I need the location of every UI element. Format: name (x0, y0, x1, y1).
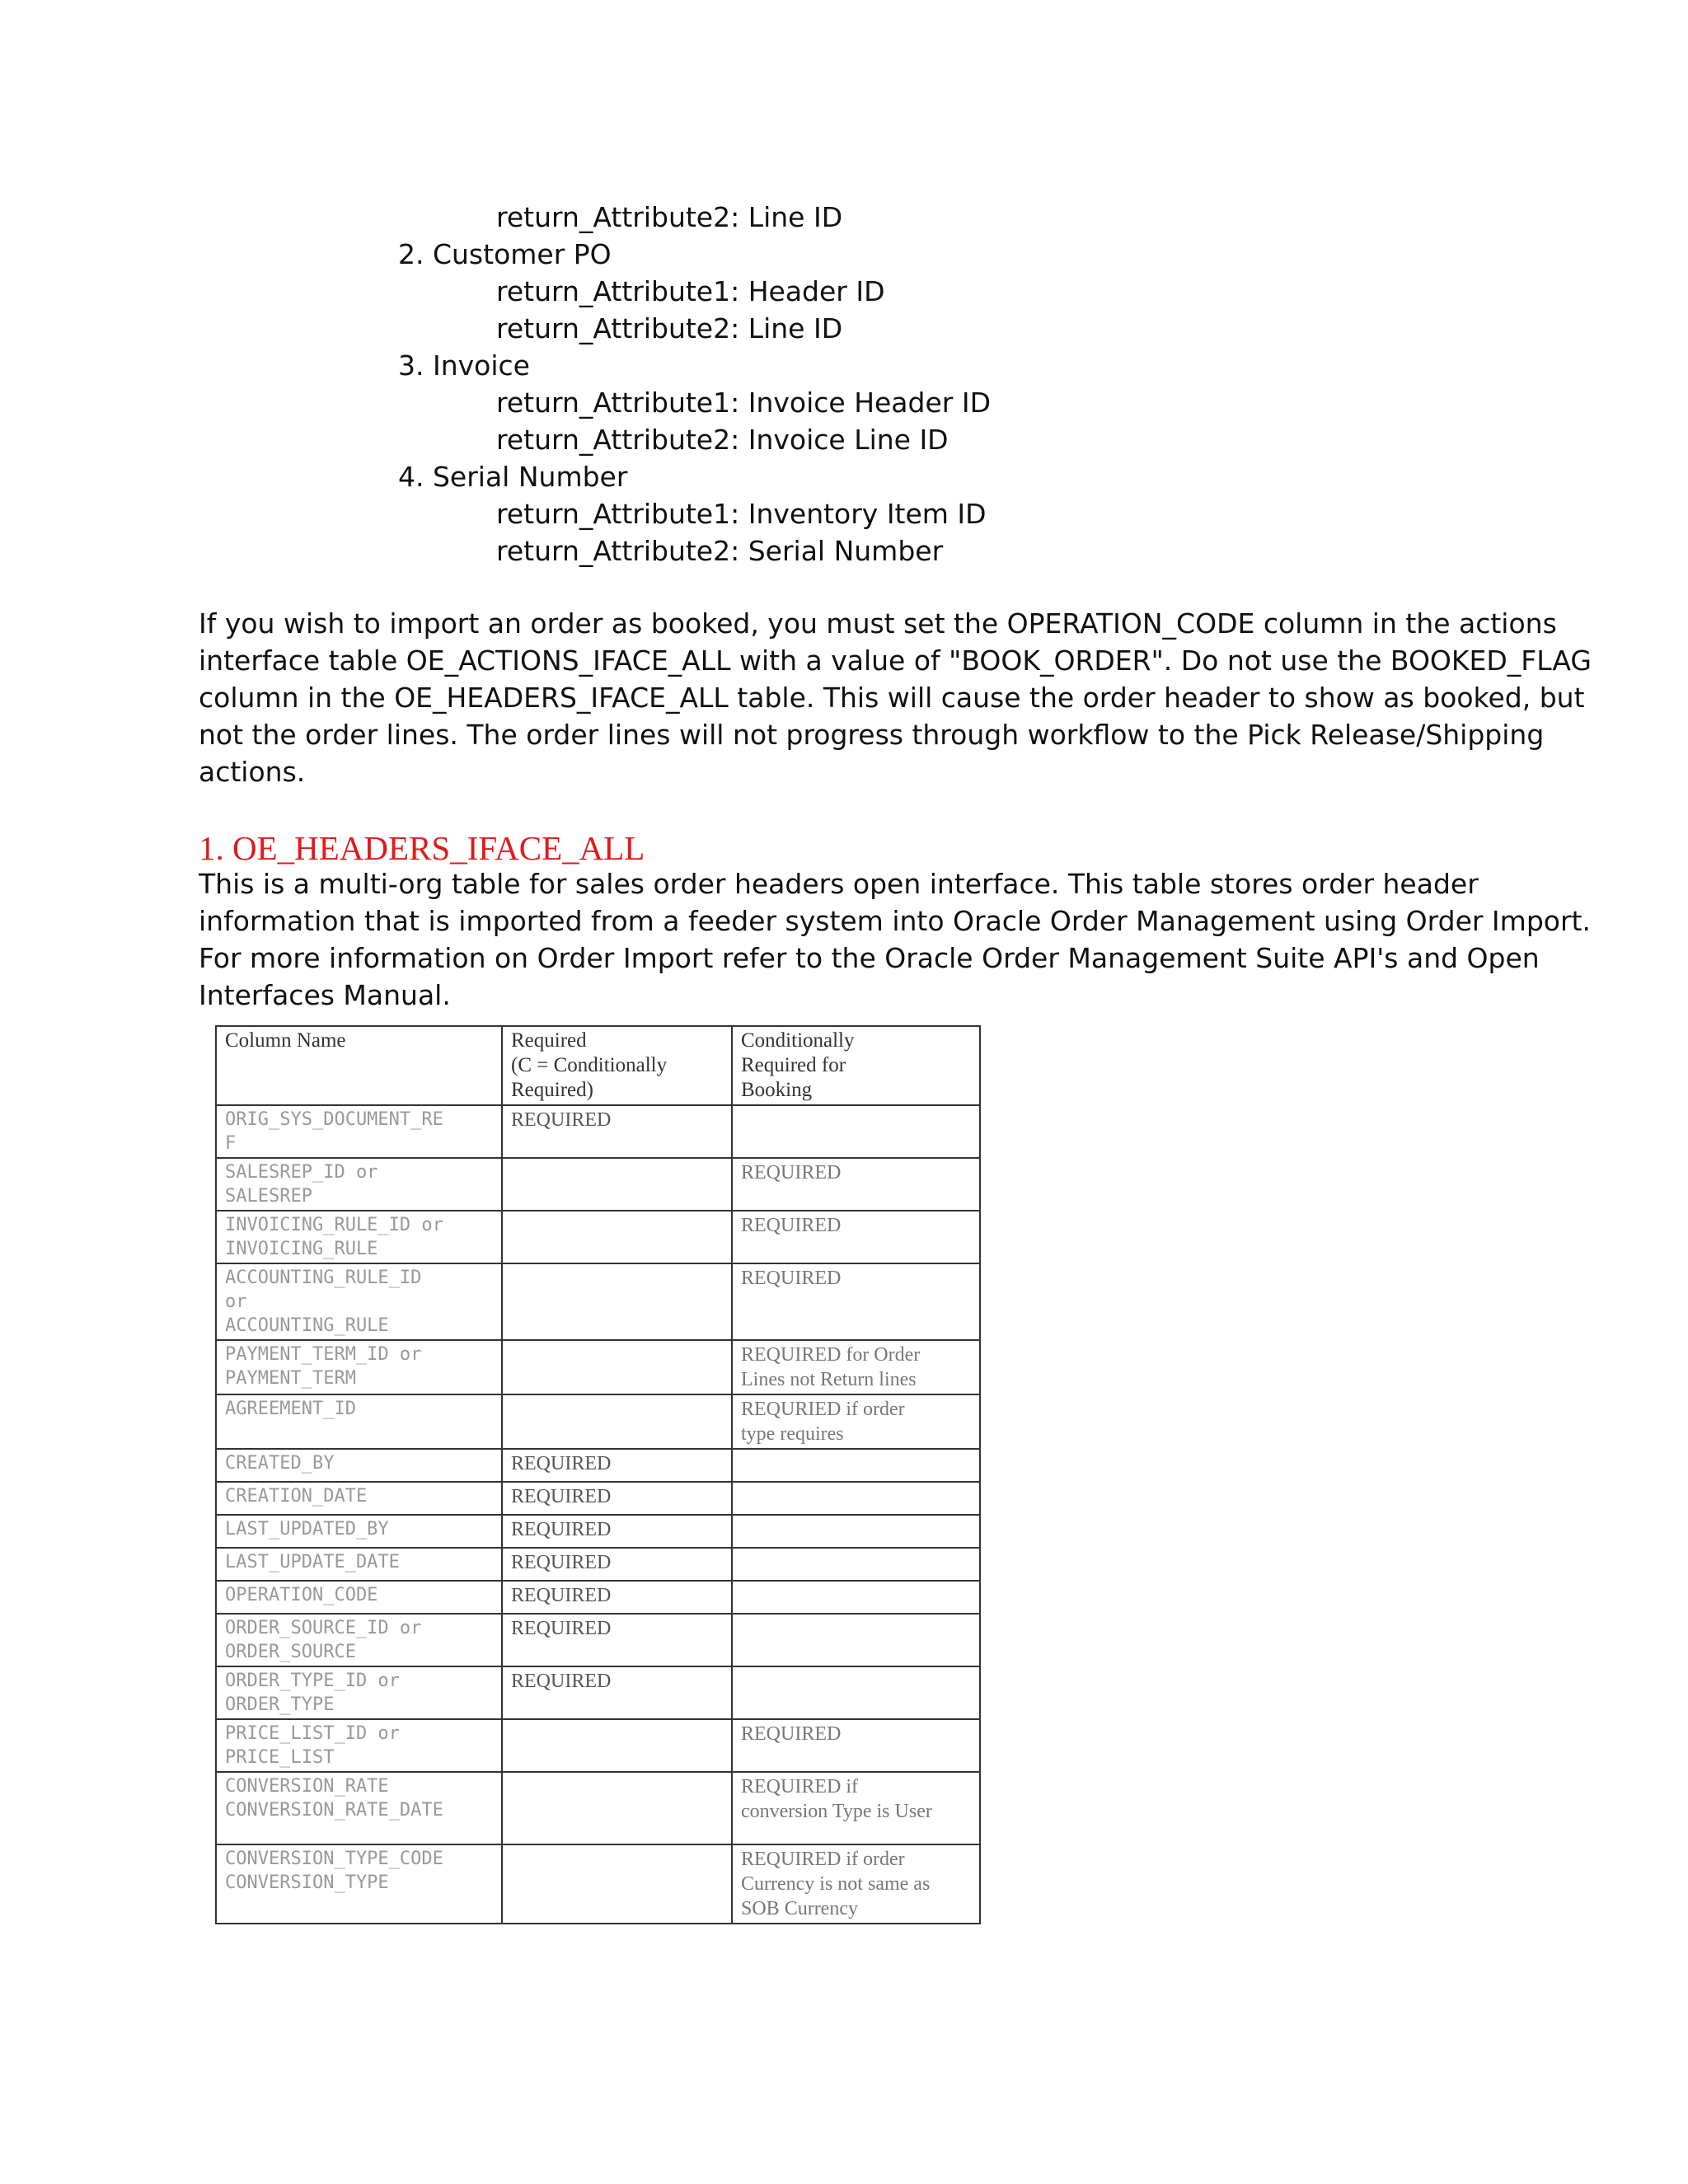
paragraph-line: For more information on Order Import refer to the Oracle Order Management Suite API's and Open (199, 942, 1540, 974)
section-heading: 1. OE_HEADERS_IFACE_ALL (199, 829, 645, 867)
conditional-cell (732, 1548, 980, 1581)
conditional-line: REQUIRED (741, 1215, 842, 1236)
booking-paragraph (199, 605, 1592, 790)
column-name-line: PRICE_LIST_ID or (225, 1723, 400, 1744)
table-row (216, 1449, 980, 1482)
column-name-line: ACCOUNTING_RULE (225, 1315, 389, 1336)
header-conditional (732, 1026, 980, 1105)
required-cell: REQUIRED (502, 1548, 732, 1581)
list-item-detail: return_Attribute2: Line ID (496, 312, 843, 344)
column-name-cell (216, 1772, 502, 1844)
column-name-line: CONVERSION_RATE_DATE (225, 1800, 443, 1821)
column-name-cell (216, 1719, 502, 1772)
list-item-detail: return_Attribute1: Inventory Item ID (496, 498, 987, 530)
table-row (216, 1105, 980, 1158)
paragraph-line: information that is imported from a feeder system into Oracle Order Management using Order Import. (199, 905, 1591, 937)
list-item-heading: 4. Serial Number (398, 461, 628, 493)
column-name-line: CREATION_DATE (225, 1486, 368, 1507)
header-line: Conditionally (741, 1029, 855, 1052)
table-row (216, 1666, 980, 1719)
list-item-detail: return_Attribute2: Serial Number (496, 535, 944, 567)
conditional-cell (732, 1614, 980, 1666)
conditional-cell (732, 1719, 980, 1772)
conditional-line: REQUIRED if (741, 1776, 858, 1797)
column-name-line: LAST_UPDATED_BY (225, 1519, 389, 1540)
table-row (216, 1772, 980, 1844)
paragraph-line: column in the OE_HEADERS_IFACE_ALL table. This will cause the order header to show as booked, but (199, 682, 1585, 714)
conditional-line: type requires (741, 1423, 844, 1445)
column-name-cell (216, 1844, 502, 1924)
conditional-line: Currency is not same as (741, 1873, 931, 1895)
column-name-line: INVOICING_RULE_ID or (225, 1215, 443, 1235)
conditional-cell (732, 1340, 980, 1394)
conditional-line: conversion Type is User (741, 1801, 932, 1822)
paragraph-line: interface table OE_ACTIONS_IFACE_ALL with a value of "BOOK_ORDER". Do not use the BOOKED_FLAG (199, 644, 1592, 677)
required-cell (502, 1158, 732, 1211)
table-row (216, 1844, 980, 1924)
column-name-line: AGREEMENT_ID (225, 1399, 356, 1419)
list-item-detail: return_Attribute2: Line ID (496, 201, 843, 233)
table-row (216, 1581, 980, 1614)
column-name-cell (216, 1515, 502, 1548)
column-name-line: CONVERSION_RATE (225, 1776, 389, 1797)
conditional-line: REQUIRED (741, 1162, 842, 1183)
paragraph-line: not the order lines. The order lines will not progress through workflow to the Pick Release/Shipping (199, 719, 1545, 751)
required-cell: REQUIRED (502, 1515, 732, 1548)
column-name-line: ORIG_SYS_DOCUMENT_RE (225, 1109, 443, 1130)
conditional-line: Lines not Return lines (741, 1369, 917, 1390)
column-requirements-table (215, 1025, 981, 1924)
header-line: Booking (741, 1079, 813, 1101)
conditional-line: REQUIRED (741, 1268, 842, 1289)
header-line: (C = Conditionally (511, 1054, 668, 1076)
required-cell: REQUIRED (502, 1666, 732, 1719)
column-name-line: PAYMENT_TERM_ID or (225, 1344, 422, 1365)
conditional-line: REQUIRED for Order (741, 1344, 921, 1366)
column-name-line: OPERATION_CODE (225, 1585, 378, 1605)
conditional-line: REQURIED if order (741, 1399, 905, 1420)
column-name-cell (216, 1482, 502, 1515)
required-cell (502, 1844, 732, 1924)
column-name-cell (216, 1614, 502, 1666)
column-name-line: ORDER_TYPE (225, 1694, 335, 1715)
column-name-line: INVOICING_RULE (225, 1239, 378, 1259)
column-name-line: ORDER_SOURCE (225, 1642, 356, 1662)
required-cell: REQUIRED (502, 1581, 732, 1614)
list-item-heading: 2. Customer PO (398, 238, 612, 270)
list-item-detail: return_Attribute1: Header ID (496, 275, 885, 307)
conditional-line: REQUIRED if order (741, 1849, 905, 1870)
column-name-line: ORDER_SOURCE_ID or (225, 1618, 422, 1638)
conditional-cell (732, 1449, 980, 1482)
conditional-cell (732, 1263, 980, 1340)
column-name-cell (216, 1263, 502, 1340)
column-name-line: ORDER_TYPE_ID or (225, 1671, 400, 1691)
paragraph-line: actions. (199, 756, 306, 788)
conditional-line: SOB Currency (741, 1898, 858, 1919)
required-cell: REQUIRED (502, 1105, 732, 1158)
required-cell (502, 1211, 732, 1263)
table-row (216, 1614, 980, 1666)
column-name-line: ACCOUNTING_RULE_ID (225, 1268, 422, 1288)
list-item-heading: 3. Invoice (398, 349, 530, 382)
table-row (216, 1515, 980, 1548)
column-name-line: PAYMENT_TERM (225, 1368, 356, 1389)
section-paragraph (199, 865, 1591, 1014)
column-name-cell (216, 1158, 502, 1211)
conditional-cell (732, 1581, 980, 1614)
table-row (216, 1340, 980, 1394)
column-name-line: or (225, 1291, 247, 1312)
column-name-line: CONVERSION_TYPE_CODE (225, 1849, 443, 1869)
conditional-cell (732, 1666, 980, 1719)
column-name-cell (216, 1394, 502, 1449)
conditional-cell (732, 1394, 980, 1449)
column-name-cell (216, 1105, 502, 1158)
conditional-cell (732, 1844, 980, 1924)
header-column-name: Column Name (216, 1026, 502, 1105)
conditional-cell (732, 1211, 980, 1263)
table-row (216, 1394, 980, 1449)
paragraph-line: This is a multi-org table for sales order headers open interface. This table stores order header (199, 868, 1479, 900)
column-name-cell (216, 1548, 502, 1581)
header-line: Required for (741, 1054, 846, 1076)
required-cell: REQUIRED (502, 1482, 732, 1515)
column-name-line: F (225, 1133, 237, 1154)
conditional-cell (732, 1158, 980, 1211)
column-name-line: SALESREP_ID or (225, 1162, 378, 1183)
conditional-cell (732, 1515, 980, 1548)
conditional-cell (732, 1482, 980, 1515)
column-name-line: LAST_UPDATE_DATE (225, 1552, 400, 1572)
header-required (502, 1026, 732, 1105)
column-name-cell (216, 1449, 502, 1482)
column-name-cell (216, 1340, 502, 1394)
conditional-line: REQUIRED (741, 1723, 842, 1745)
list-item-detail: return_Attribute1: Invoice Header ID (496, 387, 991, 419)
column-name-cell (216, 1666, 502, 1719)
paragraph-line: Interfaces Manual. (199, 979, 451, 1011)
required-cell (502, 1772, 732, 1844)
conditional-cell (732, 1105, 980, 1158)
column-name-cell (216, 1581, 502, 1614)
table-row (216, 1211, 980, 1263)
required-cell (502, 1263, 732, 1340)
table-row (216, 1263, 980, 1340)
table-row (216, 1158, 980, 1211)
column-name-line: SALESREP (225, 1186, 312, 1207)
table-row (216, 1482, 980, 1515)
column-name-line: CONVERSION_TYPE (225, 1872, 389, 1893)
table-header-row (216, 1026, 980, 1105)
required-cell: REQUIRED (502, 1449, 732, 1482)
conditional-cell (732, 1772, 980, 1844)
list-item-detail: return_Attribute2: Invoice Line ID (496, 424, 949, 456)
paragraph-line: If you wish to import an order as booked, you must set the OPERATION_CODE column in the actions (199, 607, 1557, 640)
required-cell (502, 1340, 732, 1394)
required-cell (502, 1719, 732, 1772)
column-name-cell (216, 1211, 502, 1263)
column-name-line: CREATED_BY (225, 1453, 335, 1474)
required-cell: REQUIRED (502, 1614, 732, 1666)
header-line: Required) (511, 1079, 593, 1101)
header-line: Required (511, 1029, 587, 1052)
table-row (216, 1548, 980, 1581)
column-name-line: PRICE_LIST (225, 1747, 335, 1768)
table-row (216, 1719, 980, 1772)
required-cell (502, 1394, 732, 1449)
